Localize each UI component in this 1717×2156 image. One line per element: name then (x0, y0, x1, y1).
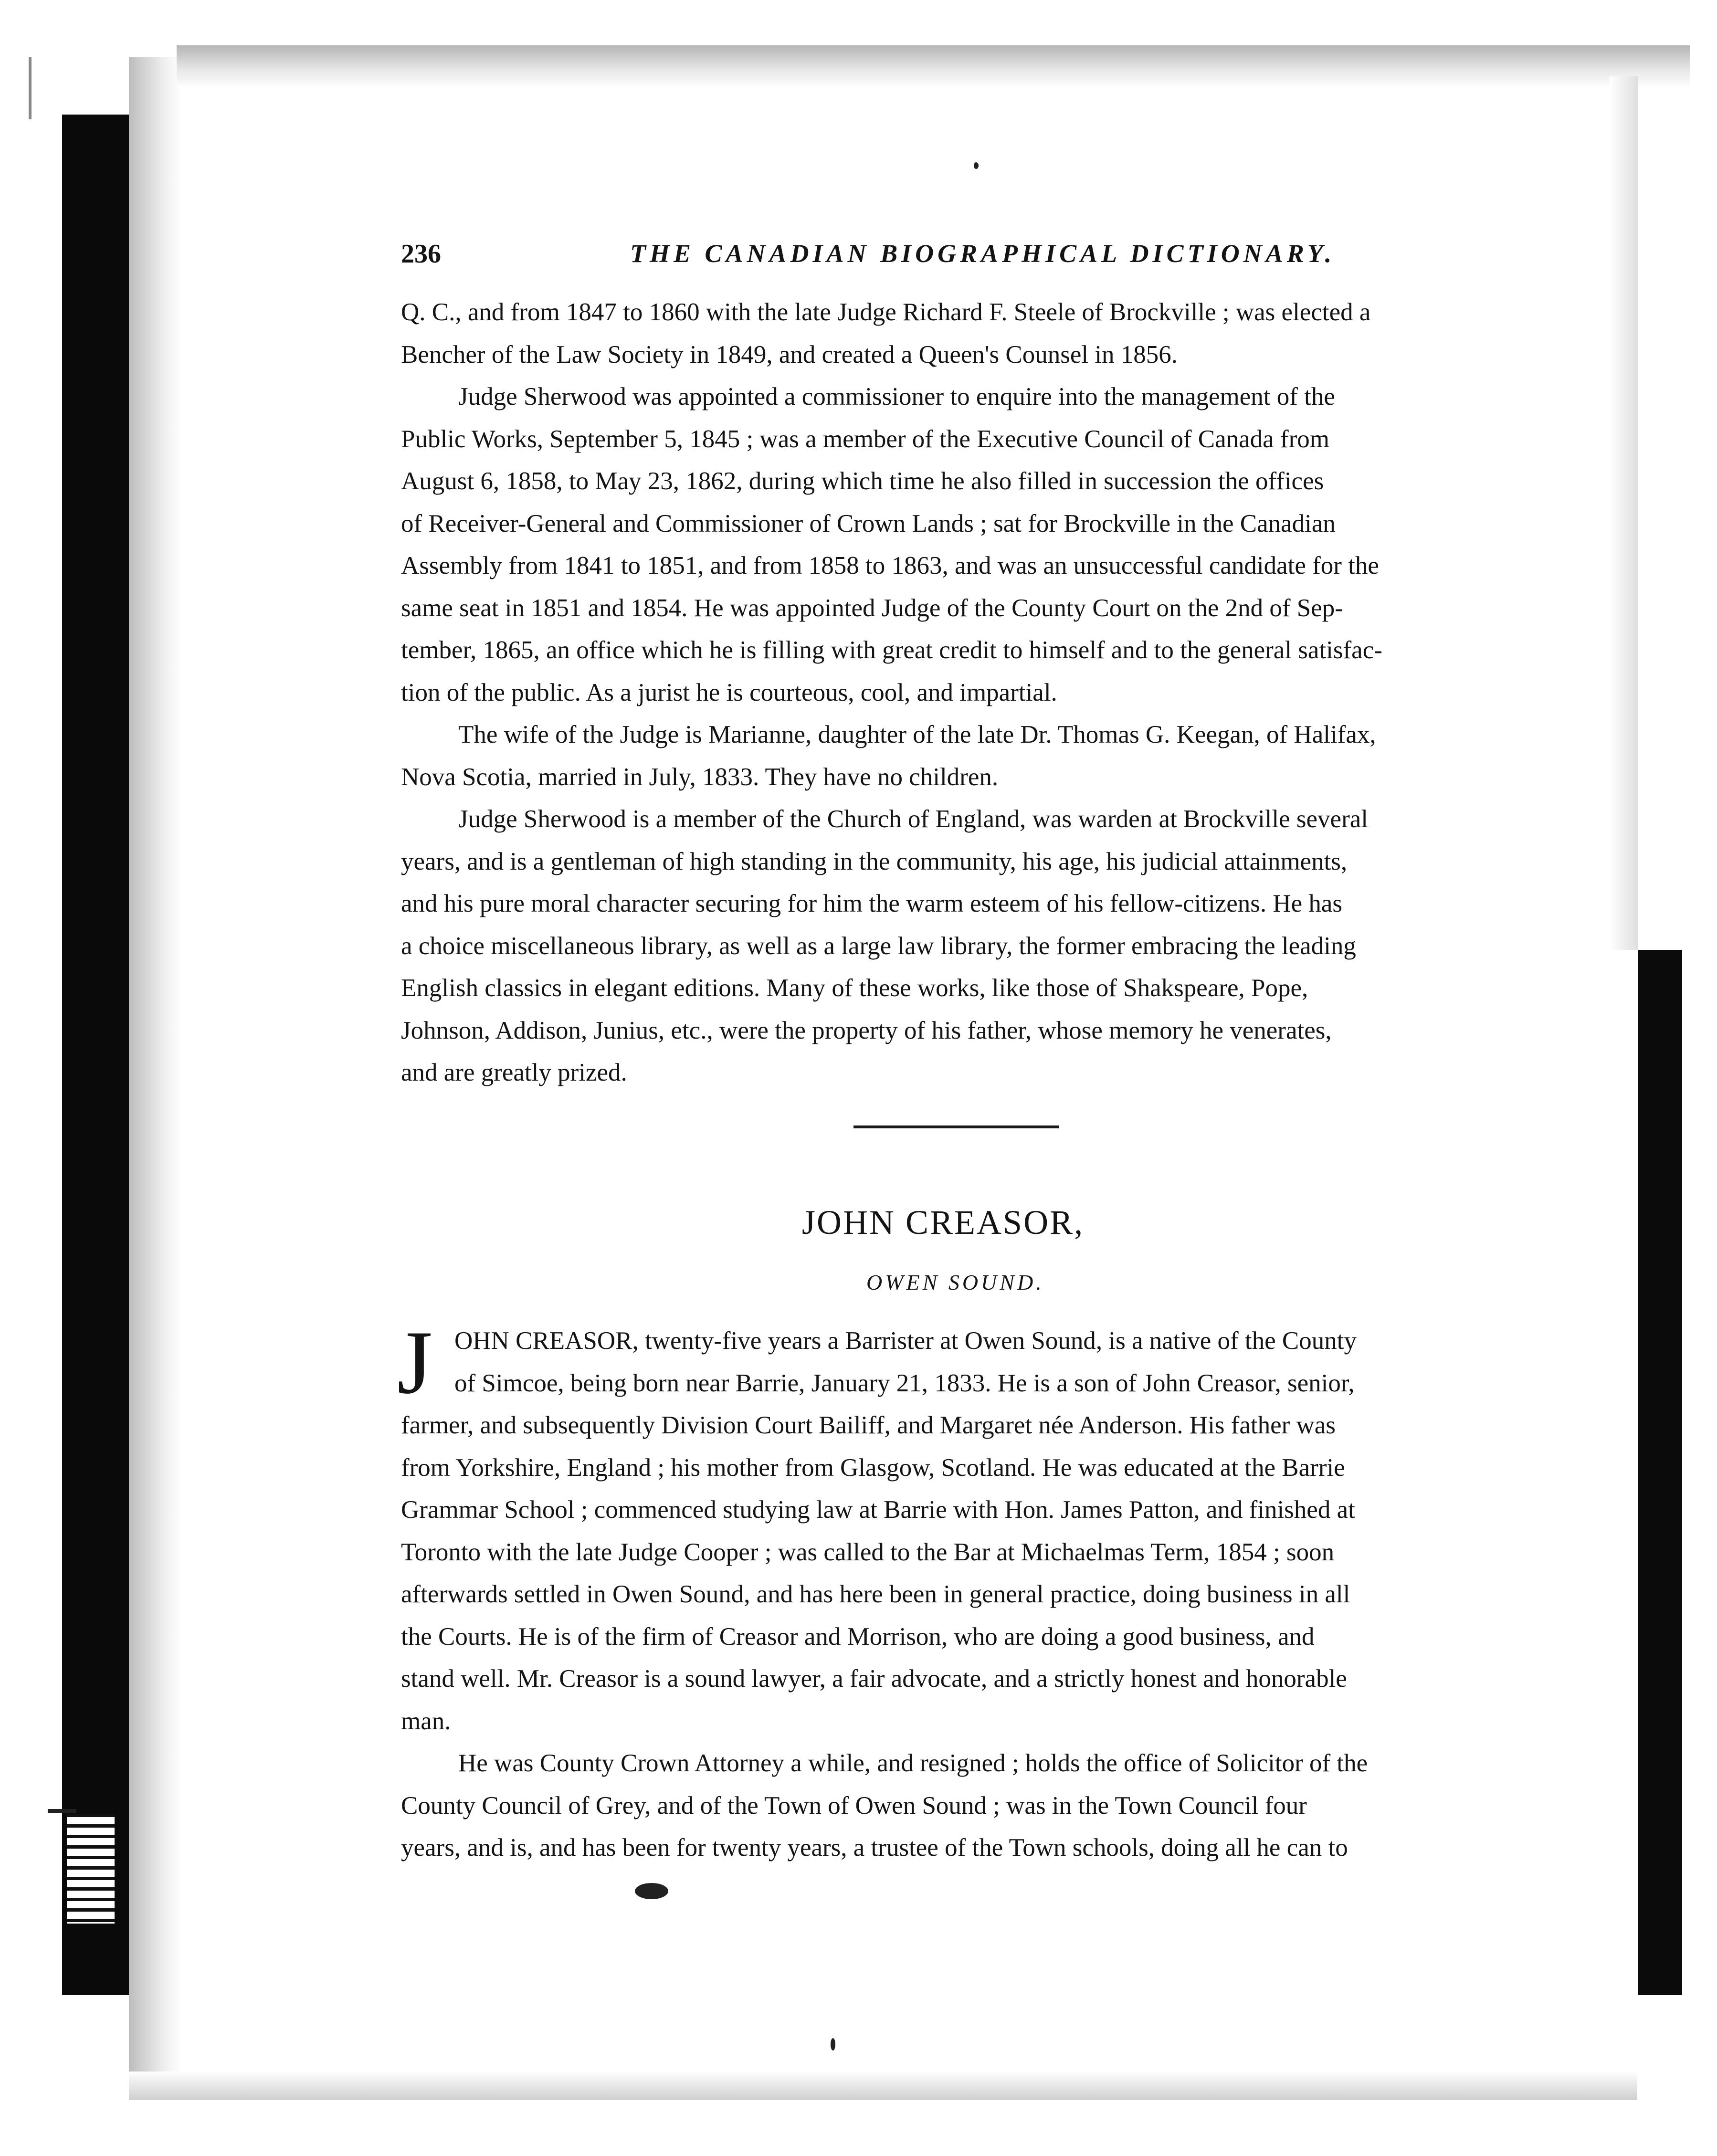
entry-heading-place: OWEN SOUND. (866, 1270, 1044, 1294)
creasor-entry (401, 1320, 1523, 1869)
text-line: afterwards settled in Owen Sound, and has here been in general practice, doing business in all (401, 1580, 1350, 1608)
paragraph (401, 1320, 1523, 1742)
text-line: Judge Sherwood was appointed a commissioner to enquire into the management of the (458, 383, 1335, 410)
entry-heading-name: JOHN CREASOR, (802, 1203, 1085, 1241)
paragraph-continued (401, 841, 1523, 1094)
running-head: THE CANADIAN BIOGRAPHICAL DICTIONARY. (630, 239, 1336, 268)
text-line: stand well. Mr. Creasor is a sound lawyer, a fair advocate, and a strictly honest and honorable (401, 1665, 1347, 1693)
text-line: OHN CREASOR, twenty-five years a Barrister at Owen Sound, is a native of the County (454, 1327, 1357, 1355)
text-line: from Yorkshire, England ; his mother from Glasgow, Scotland. He was educated at the Barrie (401, 1453, 1345, 1482)
paragraph (401, 798, 1523, 841)
paragraph-continued (401, 1785, 1523, 1869)
paragraph (401, 376, 1523, 418)
paragraph (401, 291, 1523, 376)
text-line: and his pure moral character securing for him the warm esteem of his fellow-citizens. He has (401, 890, 1343, 917)
text-line: English classics in elegant editions. Many of these works, like those of Shakspeare, Pope, (401, 974, 1308, 1002)
text-line: Bencher of the Law Society in 1849, and created a Queen's Counsel in 1856. (401, 340, 1178, 368)
text-line: same seat in 1851 and 1854. He was appointed Judge of the County Court on the 2nd of Sep- (401, 594, 1343, 622)
text-line: Johnson, Addison, Junius, etc., were the property of his father, whose memory he venerates, (401, 1016, 1332, 1044)
text-line: The wife of the Judge is Marianne, daughter of the late Dr. Thomas G. Keegan, of Halifax, (458, 721, 1376, 748)
text-line: Assembly from 1841 to 1851, and from 1858 to 1863, and was an unsuccessful candidate for the (401, 552, 1379, 579)
paragraph (401, 714, 1523, 756)
paragraph-continued (401, 756, 1523, 799)
text-line: Nova Scotia, married in July, 1833. They have no children. (401, 763, 999, 791)
text-line: of Simcoe, being born near Barrie, January 21, 1833. He is a son of John Creasor, senior, (454, 1369, 1355, 1397)
text-line: County Council of Grey, and of the Town of Owen Sound ; was in the Town Council four (401, 1791, 1307, 1819)
text-line: and are greatly prized. (401, 1059, 627, 1086)
text-line: years, and is a gentleman of high standing in the community, his age, his judicial attainments, (401, 847, 1348, 875)
text-line: years, and is, and has been for twenty years, a trustee of the Town schools, doing all he can to (401, 1834, 1348, 1862)
paragraph (401, 1742, 1523, 1785)
page-number: 236 (401, 239, 441, 269)
text-line: tion of the public. As a jurist he is courteous, cool, and impartial. (401, 678, 1057, 706)
text-line: He was County Crown Attorney a while, and resigned ; holds the office of Solicitor of the (458, 1749, 1368, 1777)
drop-cap: J (397, 1313, 432, 1413)
text-line: a choice miscellaneous library, as well as a large law library, the former embracing the leading (401, 932, 1356, 960)
text-line: man. (401, 1707, 451, 1735)
text-line: Grammar School ; commenced studying law at Barrie with Hon. James Patton, and finished at (401, 1496, 1355, 1524)
text-line: Q. C., and from 1847 to 1860 with the late Judge Richard F. Steele of Brockville ; was elected a (401, 298, 1371, 326)
text-line: tember, 1865, an office which he is filling with great credit to himself and to the general satisfac- (401, 636, 1382, 664)
text-line: Judge Sherwood is a member of the Church of England, was warden at Brockville several (458, 805, 1368, 833)
text-line: Toronto with the late Judge Cooper ; was called to the Bar at Michaelmas Term, 1854 ; soon (401, 1538, 1335, 1566)
text-line: farmer, and subsequently Division Court Bailiff, and Margaret née Anderson. His father was (401, 1411, 1336, 1439)
paragraph-continued (401, 418, 1523, 714)
sherwood-entry-continued (401, 291, 1523, 1094)
page-header (401, 239, 1518, 277)
text-line: Public Works, September 5, 1845 ; was a member of the Executive Council of Canada from (401, 425, 1329, 453)
text-line: August 6, 1858, to May 23, 1862, during which time he also filled in succession the offices (401, 467, 1324, 495)
text-line: the Courts. He is of the firm of Creasor and Morrison, who are doing a good business, and (401, 1622, 1315, 1651)
text-line: of Receiver-General and Commissioner of Crown Lands ; sat for Brockville in the Canadian (401, 509, 1336, 537)
section-divider-rule (853, 1125, 1059, 1128)
